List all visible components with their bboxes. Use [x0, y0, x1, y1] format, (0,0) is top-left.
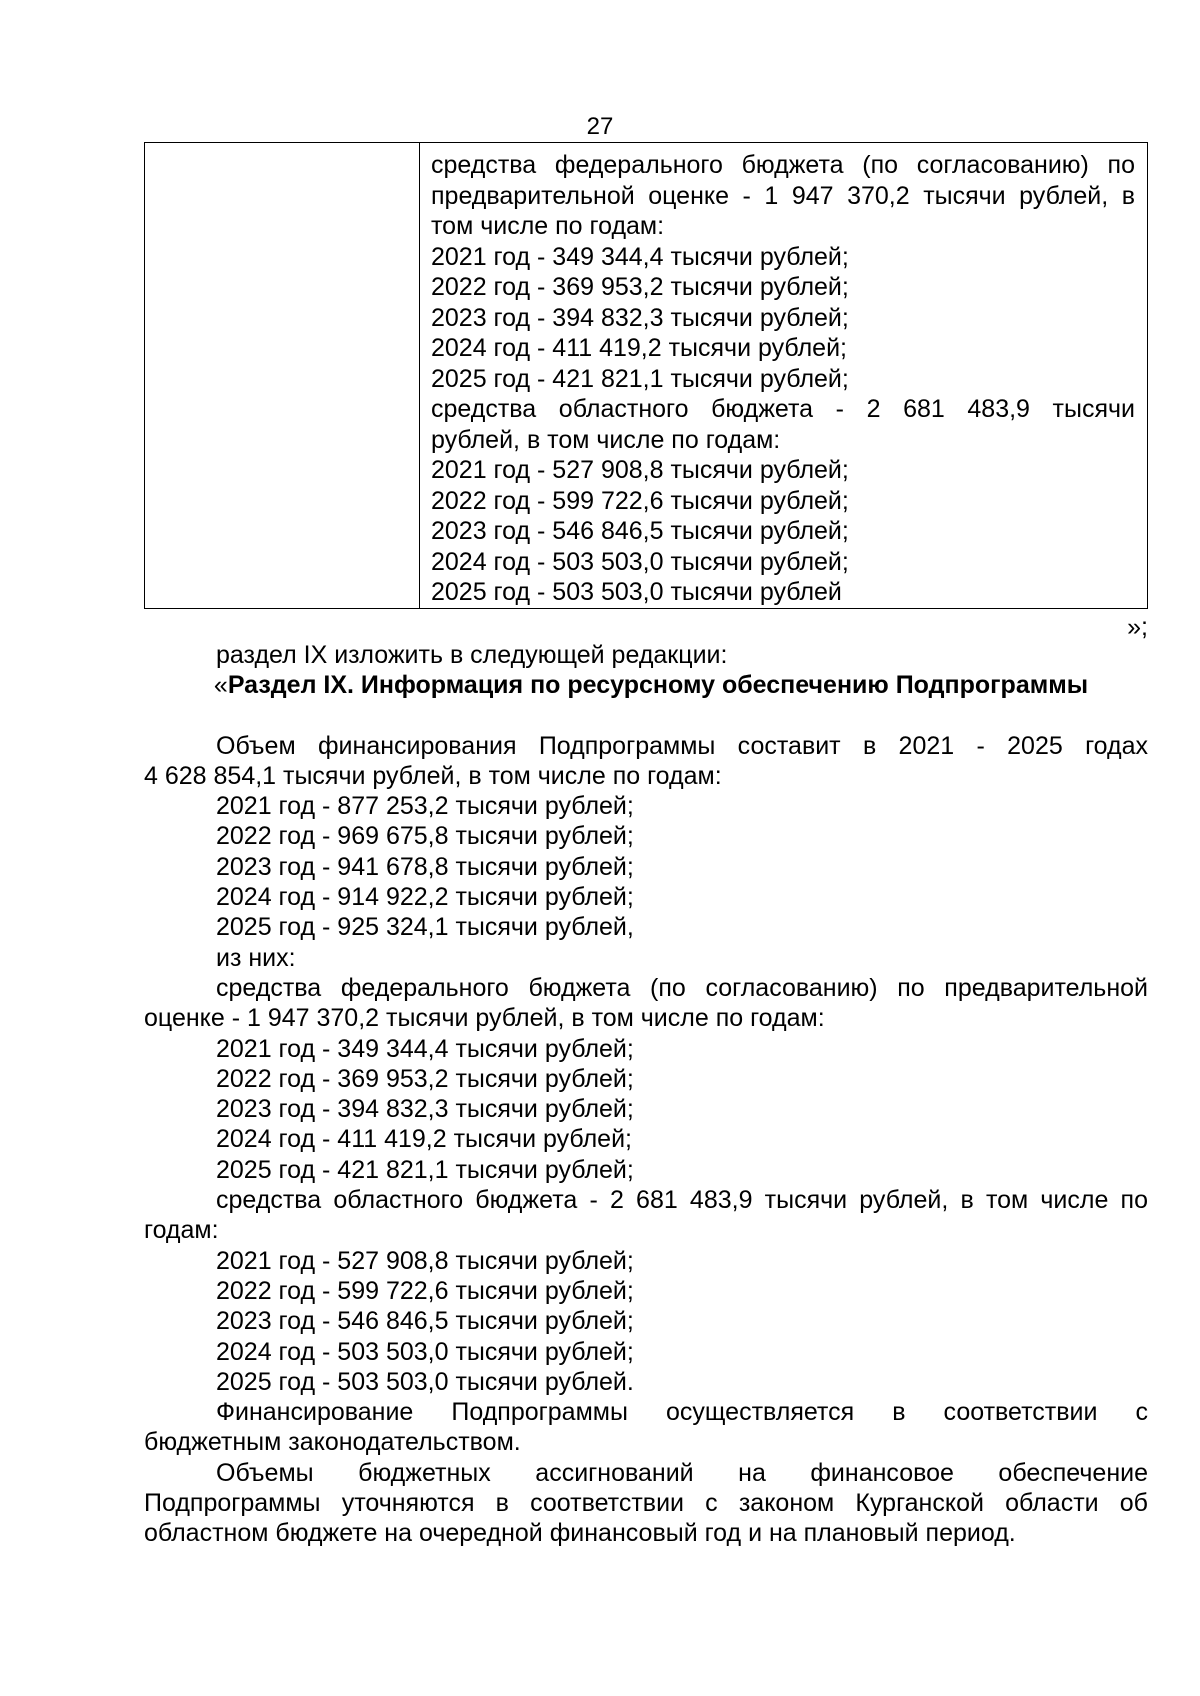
- year-line: 2021 год - 349 344,4 тысячи рублей;: [216, 1034, 634, 1063]
- table-line: 2022 год - 599 722,6 тысячи рублей;: [431, 486, 849, 515]
- year-line: 2024 год - 503 503,0 тысячи рублей;: [216, 1337, 634, 1366]
- table-line: 2024 год - 503 503,0 тысячи рублей;: [431, 547, 849, 576]
- spacer: [144, 701, 1148, 731]
- year-line: 2021 год - 527 908,8 тысячи рублей;: [216, 1246, 634, 1275]
- paragraph-line: из них:: [216, 943, 296, 972]
- table-line: средства федерального бюджета (по согласованию) по: [431, 151, 1135, 179]
- paragraph-line: Объем финансирования Подпрограммы составит в 2021 - 2025 годах: [216, 731, 1148, 760]
- year-line: 2023 год - 394 832,3 тысячи рублей;: [216, 1095, 634, 1124]
- paragraph-line: средства областного бюджета - 2 681 483,9 тысячи рублей, в том числе по: [216, 1186, 1148, 1215]
- table-line: средства областного бюджета - 2 681 483,9 тысячи: [431, 395, 1135, 423]
- table-line: рублей, в том числе по годам:: [431, 425, 781, 454]
- closing-quote: »;: [1127, 613, 1148, 641]
- paragraph-line: областном бюджете на очередной финансовый год и на плановый период.: [144, 1519, 1016, 1548]
- year-line: 2025 год - 503 503,0 тысячи рублей.: [216, 1367, 634, 1396]
- table-line: 2021 год - 527 908,8 тысячи рублей;: [431, 456, 849, 484]
- paragraph-line: средства федерального бюджета (по согласованию) по предварительной: [216, 973, 1148, 1002]
- table-line: том числе по годам:: [431, 212, 665, 240]
- page-number: 27: [586, 113, 614, 140]
- paragraph-line: Финансирование Подпрограммы осуществляется в соответствии с: [216, 1398, 1148, 1427]
- table-line: 2023 год - 546 846,5 тысячи рублей;: [431, 517, 849, 545]
- paragraph-line: Объемы бюджетных ассигнований на финансовое обеспечение: [216, 1458, 1148, 1487]
- passport-table: [144, 142, 1148, 609]
- year-line: 2025 год - 925 324,1 тысячи рублей,: [216, 913, 634, 942]
- table-line: 2023 год - 394 832,3 тысячи рублей;: [431, 303, 849, 332]
- year-line: 2023 год - 546 846,5 тысячи рублей;: [216, 1307, 634, 1336]
- table-line: 2025 год - 421 821,1 тысячи рублей;: [431, 364, 849, 393]
- paragraph-line: годам:: [144, 1216, 219, 1245]
- paragraph-line: бюджетным законодательством.: [144, 1428, 521, 1457]
- document-body: [144, 640, 1148, 1549]
- year-line: 2025 год - 421 821,1 тысячи рублей;: [216, 1155, 634, 1184]
- year-line: 2022 год - 369 953,2 тысячи рублей;: [216, 1064, 634, 1093]
- section-heading: [144, 670, 1148, 700]
- year-line: 2023 год - 941 678,8 тысячи рублей;: [216, 852, 634, 881]
- table-line: 2022 год - 369 953,2 тысячи рублей;: [431, 273, 849, 301]
- paragraph-line: 4 628 854,1 тысячи рублей, в том числе по годам:: [144, 761, 722, 790]
- year-line: 2022 год - 969 675,8 тысячи рублей;: [216, 822, 634, 851]
- year-line: 2021 год - 877 253,2 тысячи рублей;: [216, 792, 634, 821]
- table-line: 2021 год - 349 344,4 тысячи рублей;: [431, 242, 849, 271]
- table-cell-funding: [420, 143, 1148, 609]
- year-line: 2024 год - 914 922,2 тысячи рублей;: [216, 883, 634, 912]
- paragraph-line: оценке - 1 947 370,2 тысячи рублей, в том числе по годам:: [144, 1004, 825, 1033]
- intro-line: раздел IX изложить в следующей редакции:: [216, 641, 728, 669]
- funding-cell-text: [420, 143, 1147, 608]
- heading-open-quote: «: [213, 671, 228, 700]
- table-line: 2024 год - 411 419,2 тысячи рублей;: [431, 334, 847, 362]
- heading-text: Раздел IX. Информация по ресурсному обеспечению Подпрограммы: [227, 671, 1089, 700]
- table-cell-label: [145, 143, 420, 609]
- year-line: 2022 год - 599 722,6 тысячи рублей;: [216, 1276, 634, 1305]
- table-row: [145, 143, 1148, 609]
- table-line: предварительной оценке - 1 947 370,2 тысячи рублей, в: [431, 181, 1135, 210]
- year-line: 2024 год - 411 419,2 тысячи рублей;: [216, 1125, 632, 1154]
- paragraph-line: Подпрограммы уточняются в соответствии с законом Курганской области об: [144, 1489, 1148, 1518]
- table-line: 2025 год - 503 503,0 тысячи рублей: [431, 578, 842, 606]
